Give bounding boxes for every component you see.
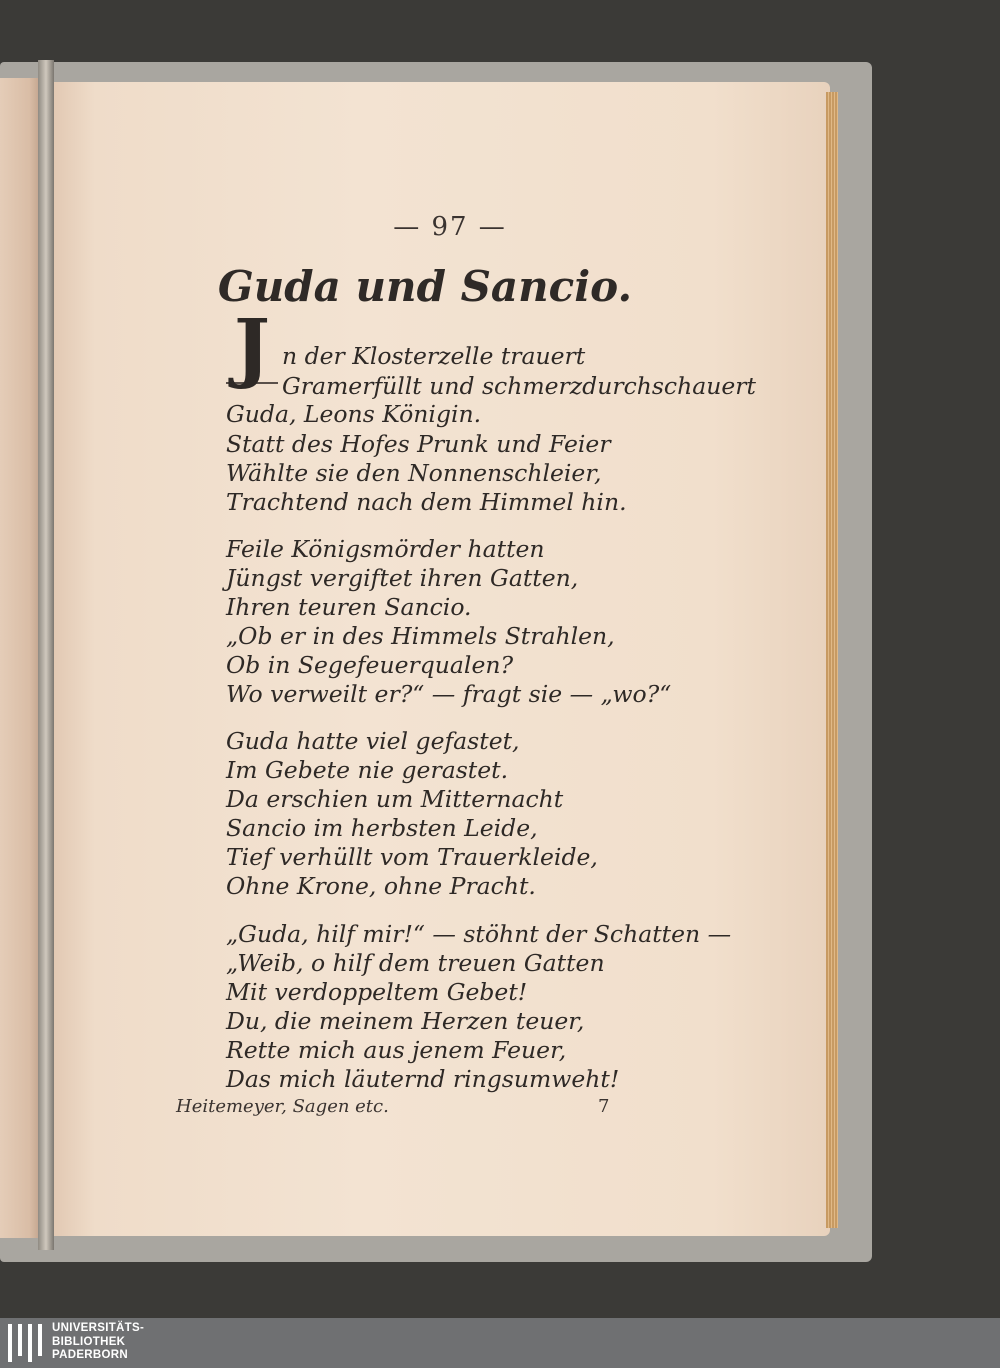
library-logo-icon <box>6 1324 46 1362</box>
verse-line: Rette mich aus jenem Feuer, <box>226 1036 567 1064</box>
verse-line: Statt des Hofes Prunk und Feier <box>226 430 611 458</box>
verse-line: „Ob er in des Himmels Strahlen, <box>226 622 615 650</box>
library-name-line: BIBLIOTHEK <box>52 1335 126 1348</box>
verse-line: Ob in Segefeuerqualen? <box>226 651 514 679</box>
verse-line: „Guda, hilf mir!“ — stöhnt der Schatten — <box>226 920 732 948</box>
verse-line: Gramerfüllt und schmerzdurchschauert <box>282 372 756 400</box>
verse-line: Trachtend nach dem Himmel hin. <box>226 488 627 516</box>
verse-line: Mit verdoppeltem Gebet! <box>226 978 528 1006</box>
verse-line: Ihren teuren Sancio. <box>226 593 472 621</box>
footer-sheet-number: 7 <box>598 1096 610 1117</box>
verse-line: Das mich läuternd ringsumweht! <box>226 1065 620 1093</box>
verse-line: Sancio im herbsten Leide, <box>226 814 538 842</box>
verse-line: Ohne Krone, ohne Pracht. <box>226 872 536 900</box>
library-name-line: PADERBORN <box>52 1349 128 1361</box>
verse-line: n der Klosterzelle trauert <box>282 342 586 370</box>
library-footer-bar <box>0 1318 1000 1368</box>
verse-line: Feile Königsmörder hatten <box>226 535 545 563</box>
library-name-line: UNIVERSITÄTS- <box>52 1322 145 1334</box>
verse-line: Wo verweilt er?“ — fragt sie — „wo?“ <box>226 680 672 708</box>
verse-line: Da erschien um Mitternacht <box>226 785 564 813</box>
verse-line: Im Gebete nie gerastet. <box>226 756 509 784</box>
verse-line: Wählte sie den Nonnenschleier, <box>226 459 602 487</box>
verse-line: „Weib, o hilf dem treuen Gatten <box>226 949 605 977</box>
verse-line: Guda hatte viel gefastet, <box>226 727 520 755</box>
library-name <box>52 1322 144 1363</box>
poem-title: Guda und Sancio. <box>217 262 633 311</box>
verse-line: Du, die meinem Herzen teuer, <box>226 1007 585 1035</box>
page-number: — 97 — <box>393 212 507 242</box>
footer-signature: Heitemeyer, Sagen etc. <box>176 1096 389 1117</box>
left-page-edge <box>0 78 42 1238</box>
verse-line: Jüngst vergiftet ihren Gatten, <box>226 564 579 592</box>
drop-capital: J <box>226 312 278 384</box>
verse-line: Guda, Leons Königin. <box>226 400 482 428</box>
verse-line: Tief verhüllt vom Trauerkleide, <box>226 843 598 871</box>
